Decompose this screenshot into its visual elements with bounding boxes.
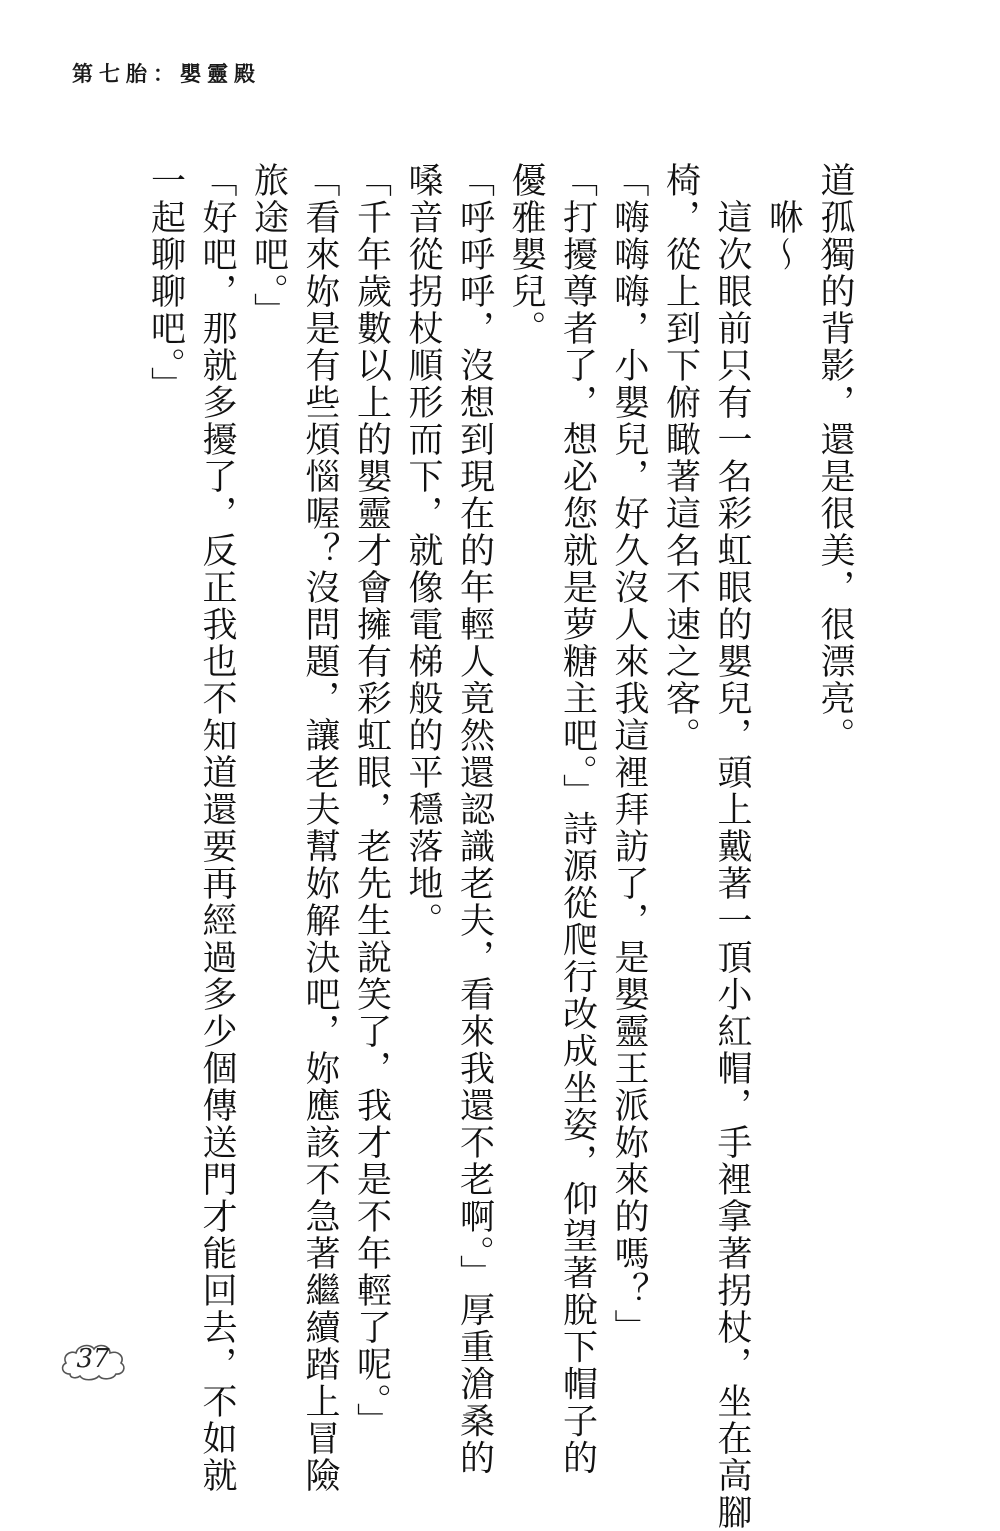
text-line: 「好吧，那就多擾了，反正我也不知道還要再經過多少個傳送門才能回去，不如就 xyxy=(197,162,237,1494)
text-line: 優雅嬰兒。 xyxy=(506,162,546,347)
running-header: 第七胎：嬰靈殿 xyxy=(72,62,261,86)
text-line: 「千年歲數以上的嬰靈才會擁有彩虹眼，老先生說笑了，我才是不年輕了呢。」 xyxy=(351,162,392,1440)
vertical-text-body xyxy=(139,162,860,1531)
text-line: 旅途吧。」 xyxy=(248,162,289,330)
text-line: 「呼呼呼，沒想到現在的年輕人竟然還認識老夫，看來我還不老啊。」厚重滄桑的 xyxy=(454,162,495,1477)
text-line: 一起聊聊吧。」 xyxy=(145,162,186,404)
page-number: 37 xyxy=(76,1344,110,1374)
page-number-cloud-badge xyxy=(58,1338,128,1384)
text-line: 嗓音從拐杖順形而下，就像電梯般的平穩落地。 xyxy=(403,162,443,939)
text-line: 道孤獨的背影，還是很美，很漂亮。 xyxy=(815,162,855,754)
text-line: 「打擾尊者了，想必您就是萝糖主吧。」詩源從爬行改成坐姿，仰望著脫下帽子的 xyxy=(557,162,598,1477)
text-line: 咻～ xyxy=(763,162,804,273)
text-line: 這次眼前只有一名彩虹眼的嬰兒，頭上戴著一頂小紅帽，手裡拿著拐杖，坐在高腳 xyxy=(712,162,752,1531)
text-line: 「嗨嗨嗨，小嬰兒，好久沒人來我這裡拜訪了，是嬰靈王派妳來的嗎？」 xyxy=(609,162,649,1346)
text-line: 「看來妳是有些煩惱喔？沒問題，讓老夫幫妳解決吧，妳應該不急著繼續踏上冒險 xyxy=(300,162,340,1494)
text-line: 椅，從上到下俯瞰著這名不速之客。 xyxy=(660,162,701,754)
